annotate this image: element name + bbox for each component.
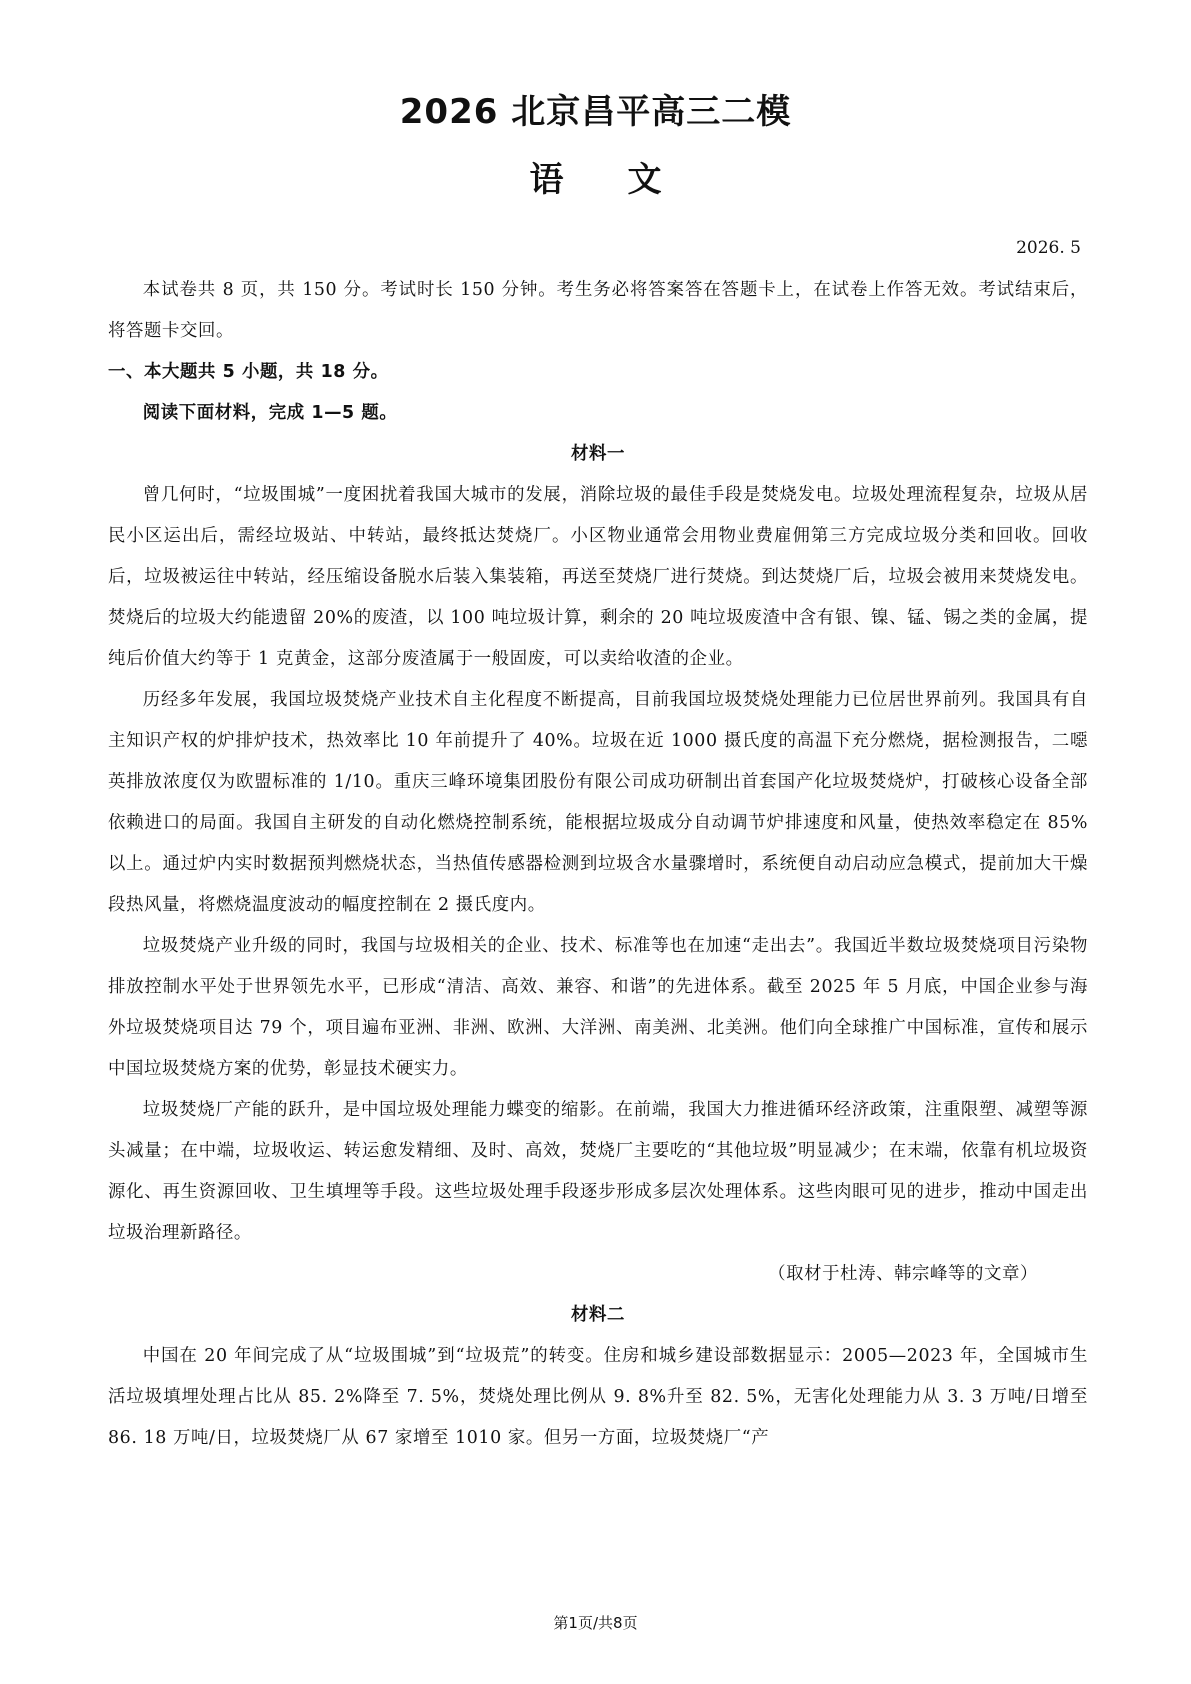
material-one-paragraph: 历经多年发展，我国垃圾焚烧产业技术自主化程度不断提高，目前我国垃圾焚烧处理能力已位居世界前列。我国具有自主知识产权的炉排炉技术，热效率比 10 年前提升了 40%。垃圾在近 1000 摄氏度的高温下充分燃烧，据检测报告，二噁英排放浓度仅为欧盟标准的 1/10。重庆三峰环境集团股份有限公司成功研制出首套国产化垃圾焚烧炉，打破核心设备全部依赖进口的局面。我国自主研发的自动化燃烧控制系统，能根据垃圾成分自动调节炉排速度和风量，使热效率稳定在 85%以上。通过炉内实时数据预判燃烧状态，当热值传感器检测到垃圾含水量骤增时，系统便自动启动应急模式，提前加大干燥段热风量，将燃烧温度波动的幅度控制在 2 摄氏度内。 xyxy=(108,690,1088,915)
material-one-paragraph: 曾几何时，“垃圾围城”一度困扰着我国大城市的发展，消除垃圾的最佳手段是焚烧发电。垃圾处理流程复杂，垃圾从居民小区运出后，需经垃圾站、中转站，最终抵达焚烧厂。小区物业通常会用物业费雇佣第三方完成垃圾分类和回收。回收后，垃圾被运往中转站，经压缩设备脱水后装入集装箱，再送至焚烧厂进行焚烧。到达焚烧厂后，垃圾会被用来焚烧发电。焚烧后的垃圾大约能遗留 20%的废渣，以 100 吨垃圾计算，剩余的 20 吨垃圾废渣中含有银、镍、锰、锡之类的金属，提纯后价值大约等于 1 克黄金，这部分废渣属于一般固废，可以卖给收渣的企业。 xyxy=(108,485,1088,669)
material-one-paragraph: 垃圾焚烧产业升级的同时，我国与垃圾相关的企业、技术、标准等也在加速“走出去”。我国近半数垃圾焚烧项目污染物排放控制水平处于世界领先水平，已形成“清洁、高效、兼容、和谐”的先进体系。截至 2025 年 5 月底，中国企业参与海外垃圾焚烧项目达 79 个，项目遍布亚洲、非洲、欧洲、大洋洲、南美洲、北美洲。他们向全球推广中国标准，宣传和展示中国垃圾焚烧方案的优势，彰显技术硬实力。 xyxy=(108,936,1088,1079)
page-number: 第1页/共8页 xyxy=(553,1614,638,1632)
exam-title: 2026 北京昌平高三二模 xyxy=(399,92,792,132)
section-task: 阅读下面材料，完成 1—5 题。 xyxy=(142,403,398,423)
material-one-paragraph: 垃圾焚烧厂产能的跃升，是中国垃圾处理能力蝶变的缩影。在前端，我国大力推进循环经济政策，注重限塑、减塑等源头减量；在中端，垃圾收运、转运愈发精细、及时、高效，焚烧厂主要吃的“其他垃圾”明显减少；在末端，依靠有机垃圾资源化、再生资源回收、卫生填埋等手段。这些垃圾处理手段逐步形成多层次处理体系。这些肉眼可见的进步，推动中国走出垃圾治理新路径。 xyxy=(108,1100,1088,1243)
material-two-paragraph: 中国在 20 年间完成了从“垃圾围城”到“垃圾荒”的转变。住房和城乡建设部数据显示：2005—2023 年，全国城市生活垃圾填埋处理占比从 85. 2%降至 7. 5%，焚烧处理比例从 9. 8%升至 82. 5%，无害化处理能力从 3. 3 万吨/日增至 86. 18 万吨/日，垃圾焚烧厂从 67 家增至 1010 家。但另一方面，垃圾焚烧厂“产 xyxy=(108,1346,1088,1448)
section-heading: 一、本大题共 5 小题，共 18 分。 xyxy=(108,362,389,382)
material-two-heading: 材料二 xyxy=(571,1305,625,1325)
material-one-heading: 材料一 xyxy=(571,444,625,464)
material-one-source: （取材于杜涛、韩宗峰等的文章） xyxy=(768,1264,1038,1284)
instructions: 本试卷共 8 页，共 150 分。考试时长 150 分钟。考生务必将答案答在答题卡上，在试卷上作答无效。考试结束后，将答题卡交回。 xyxy=(108,280,1088,341)
exam-date: 2026. 5 xyxy=(1016,238,1081,258)
exam-body xyxy=(108,270,1088,1459)
subject-title: 语文 xyxy=(529,160,726,200)
